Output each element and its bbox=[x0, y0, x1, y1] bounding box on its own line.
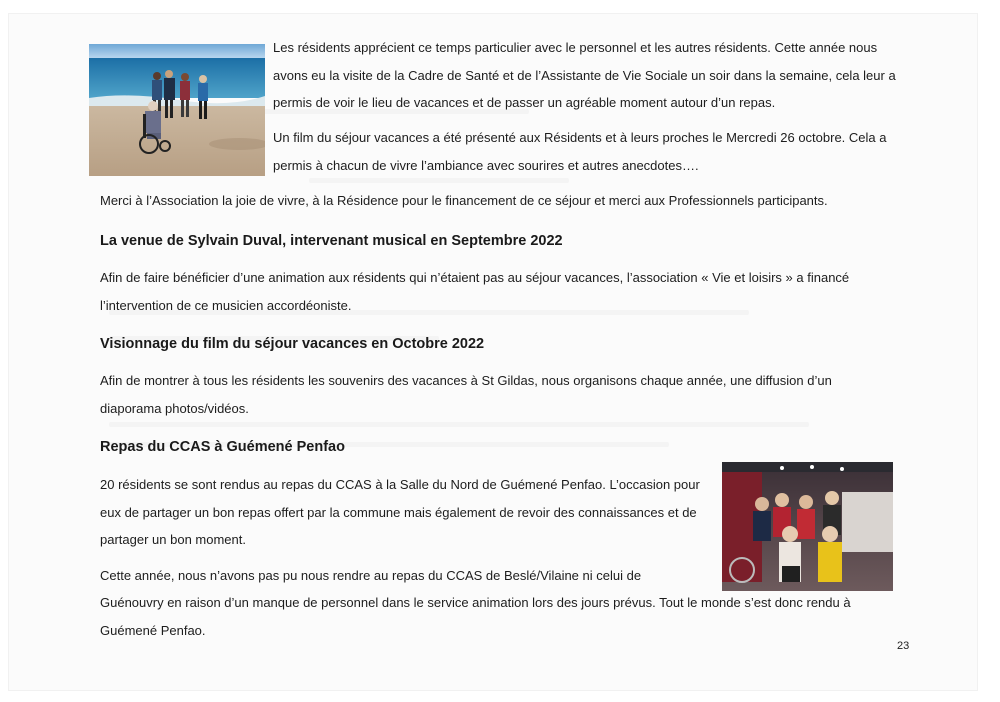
beach-photo bbox=[89, 44, 265, 176]
paragraph-accordion-musician: Afin de faire bénéficier d’une animation aux résidents qui n’étaient pas au séjour vacances, l’association « Vie et loisirs » a financé l’intervention de ce musicien accordéoniste. bbox=[100, 270, 850, 313]
paragraph-thanks: Merci à l’Association la joie de vivre, à la Résidence pour le financement de ce séjour et merci aux Professionnels participants. bbox=[100, 193, 828, 208]
paragraph-film-presentation: Un film du séjour vacances a été présenté aux Résidents et à leurs proches le Mercredi 26 octobre. Cela a permis à chacun de vivre l’ambiance avec sourires et autres anecdotes…. bbox=[273, 130, 887, 173]
paragraph-slideshow: Afin de montrer à tous les résidents les souvenirs des vacances à St Gildas, nous organisons chaque année, une diffusion d’un diaporama photos/vidéos. bbox=[100, 373, 832, 416]
paragraph-ccas-meal: 20 résidents se sont rendus au repas du CCAS à la Salle du Nord de Guémené Penfao. L’occasion pour eux de partager un bon repas offert par la commune mais également de revoir des connaissances et de partager un bon moment. bbox=[100, 477, 700, 547]
heading-sylvain-duval: La venue de Sylvain Duval, intervenant musical en Septembre 2022 bbox=[100, 233, 563, 249]
ccas-meal-photo bbox=[722, 462, 893, 591]
heading-ccas-meal: Repas du CCAS à Guémené Penfao bbox=[100, 439, 345, 455]
page-number: 23 bbox=[897, 640, 910, 652]
paragraph-besle-line2: Guénouvry en raison d’un manque de personnel dans le service animation lors des jours prévus. Tout le monde s’est donc rendu à Guémené Penfao. bbox=[100, 595, 851, 638]
paragraph-residents-visit: Les résidents apprécient ce temps particulier avec le personnel et les autres résidents. Cette année nous avons eu la visite de la Cadre de Santé et de l’Assistante de Vie Sociale un soir dans la semaine, cela leur a permis de voir le lieu de vacances et de passer un agréable moment autour d’un repas. bbox=[273, 40, 896, 110]
heading-film-screening: Visionnage du film du séjour vacances en Octobre 2022 bbox=[100, 336, 485, 352]
paragraph-besle-line1: Cette année, nous n’avons pas pu nous rendre au repas du CCAS de Beslé/Vilaine ni celui de bbox=[100, 568, 642, 583]
